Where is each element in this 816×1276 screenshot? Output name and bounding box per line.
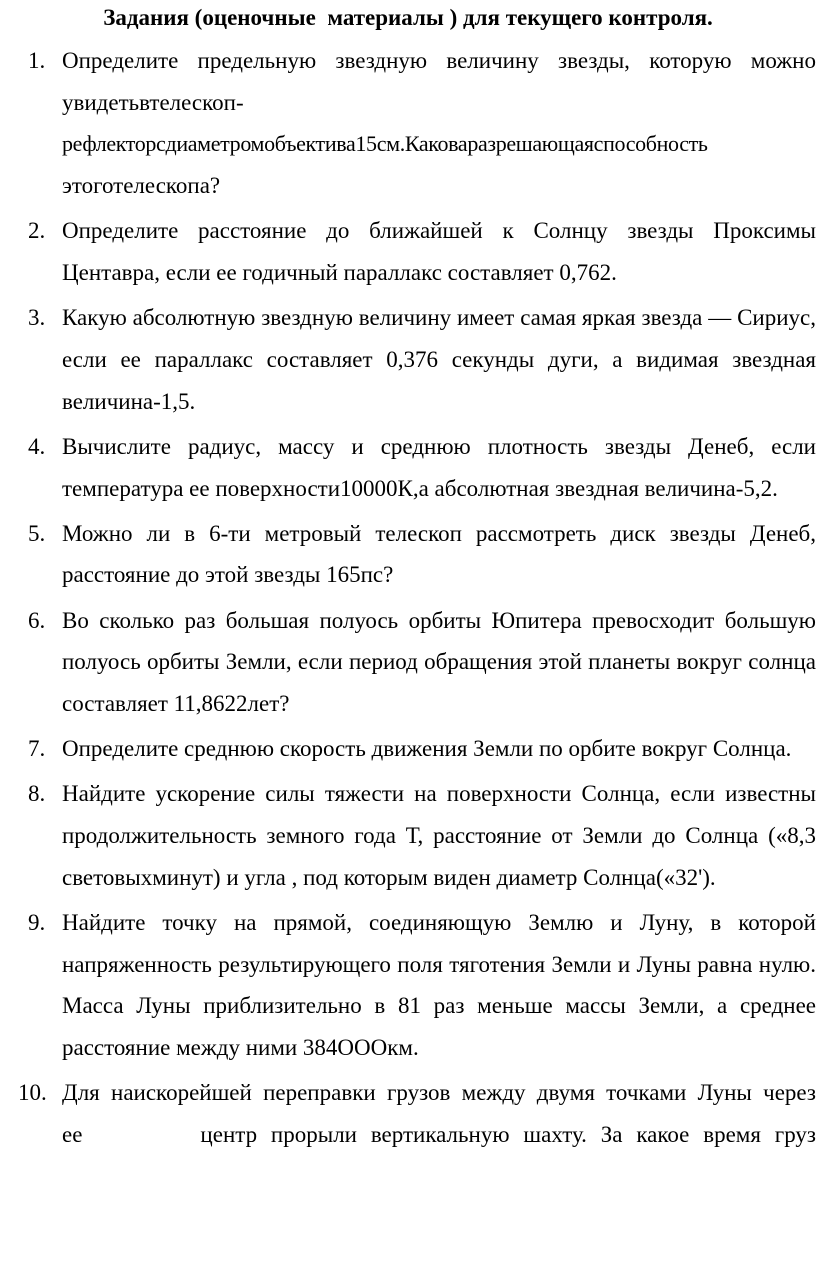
task-number: 8.: [28, 781, 46, 807]
task-item-7: [0, 728, 816, 770]
task-number: 7.: [28, 736, 46, 762]
task-text-fragment: ее: [62, 1122, 83, 1148]
task-text-line: этоготелескопа?: [62, 173, 221, 199]
task-text-line: [62, 1114, 816, 1156]
task-item-8: [0, 773, 816, 898]
task-number: 10.: [18, 1080, 47, 1106]
task-text: Определите расстояние до ближайшей к Солнцу звезды Проксимы Центавра, если ее годичный параллакс составляет 0,762.: [62, 218, 816, 286]
task-text: Определите среднюю скорость движения Земли по орбите вокруг Солнца.: [62, 736, 792, 762]
task-item-9: [0, 902, 816, 1069]
task-item-10: [0, 1072, 816, 1155]
task-item-5: [0, 513, 816, 596]
task-number: 2.: [28, 218, 46, 244]
task-text: Найдите точку на прямой, соединяющую Землю и Луну, в которой напряженность результирующего поля тяготения Земли и Луны равна нулю. Масса Луны приблизительно в 81 раз меньше массы Земли, а среднее расстояние между ними 384ОООкм.: [62, 910, 816, 1061]
task-text: Какую абсолютную звездную величину имеет самая яркая звезда — Сириус, если ее параллакс составляет 0,376 секунды дуги, а видимая звездная величина-1,5.: [62, 305, 816, 414]
task-text-line: увидетьвтелескоп-: [62, 89, 244, 115]
task-number: 6.: [28, 607, 46, 633]
task-text: Во сколько раз большая полуось орбиты Юпитера превосходит большую полуось орбиты Земли, если период обращения этой планеты вокруг солнца составляет 11,8622лет?: [62, 607, 816, 717]
task-number: 4.: [28, 433, 46, 459]
task-text-line: Для наискорейшей переправки грузов между двумя точками Луны через: [62, 1080, 816, 1106]
task-text-line: Определите предельную звездную величину звезды, которую можно: [62, 48, 816, 73]
task-list: [0, 40, 816, 1159]
task-text: Можно ли в 6-ти метровый телескоп рассмотреть диск звезды Денеб, расстояние до этой звезды 165пс?: [62, 520, 816, 588]
task-text: Найдите ускорение силы тяжести на поверхности Солнца, если известны продолжительность земного года Т, расстояние от Земли до Солнца («8,3 световыхминут) и угла , под которым виден диаметр Солнца(«32').: [62, 781, 816, 890]
task-text-line: рефлекторсдиаметромобъектива15см.Каковаразрешающаяспособность: [62, 131, 708, 157]
task-item-4: [0, 426, 816, 509]
task-number: 3.: [28, 305, 46, 331]
task-text-fragment: центр прорыли вертикальную шахту. За какое время груз: [200, 1122, 816, 1148]
task-number: 5.: [28, 520, 46, 546]
task-item-2: [0, 210, 816, 293]
task-item-1: [0, 40, 816, 207]
task-text: Вычислите радиус, массу и среднюю плотность звезды Денеб, если температура ее поверхности10000К,а абсолютная звездная величина-5,2.: [62, 433, 816, 501]
task-item-3: [0, 297, 816, 422]
task-item-6: [0, 600, 816, 725]
task-number: 1.: [28, 48, 46, 73]
document-title: Задания (оценочные материалы ) для текущего контроля.: [103, 5, 713, 30]
task-number: 9.: [28, 910, 46, 936]
